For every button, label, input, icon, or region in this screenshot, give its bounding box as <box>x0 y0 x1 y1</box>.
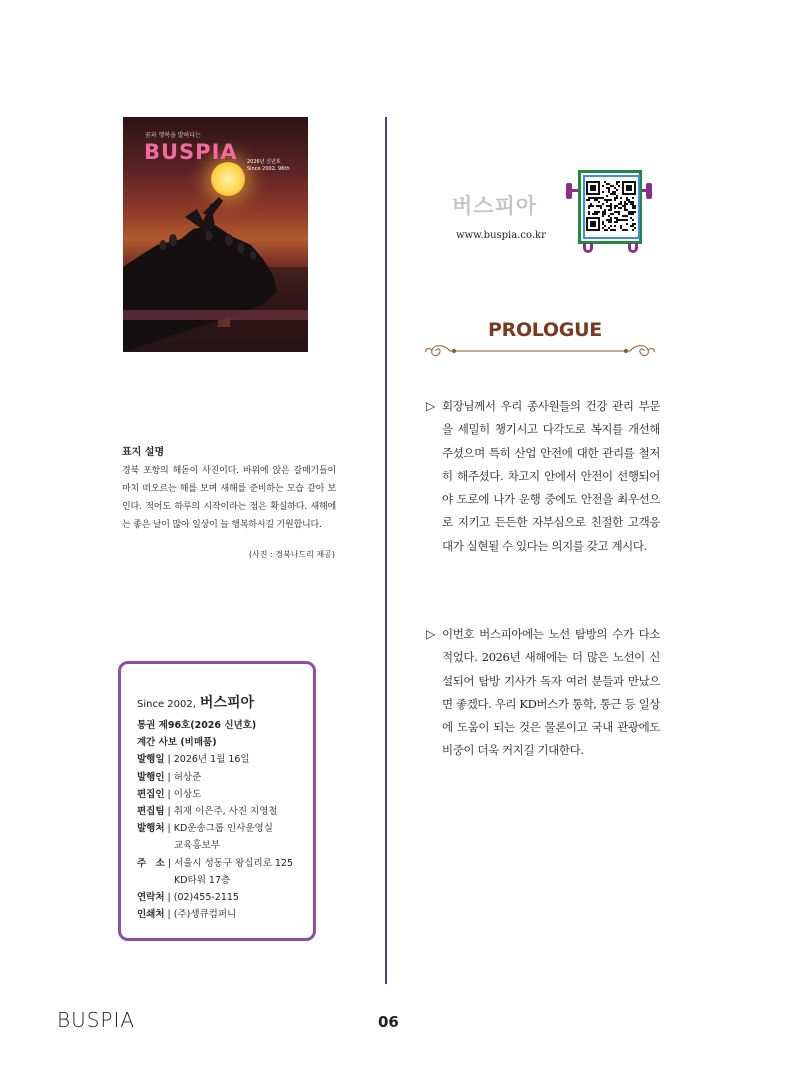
ornament-divider <box>424 338 656 362</box>
prologue-paragraph-2 <box>428 623 660 763</box>
masthead-line-value: 허상준 <box>173 771 202 783</box>
prologue-heading: PROLOGUE <box>488 319 602 341</box>
qr-code-icon[interactable] <box>586 181 636 231</box>
masthead-line <box>137 803 278 817</box>
masthead-line <box>137 717 256 731</box>
masthead-line-value: KD운송그룹 인사운영실 <box>173 823 273 835</box>
bus-wheel-left <box>583 243 593 253</box>
masthead-line-key: 인쇄처 <box>137 909 165 921</box>
prologue-paragraph-1 <box>428 395 660 558</box>
masthead-line <box>137 889 239 903</box>
masthead-line-key: 편집인 <box>137 788 165 800</box>
masthead-separator: | <box>167 909 171 921</box>
cover-image <box>123 117 308 352</box>
masthead-line-key: 편집팀 <box>137 806 165 817</box>
masthead-separator: | <box>167 771 171 783</box>
qr-title: 버스피아 <box>452 194 538 218</box>
masthead-separator: | <box>167 788 171 800</box>
masthead-separator: | <box>167 857 172 869</box>
masthead-line-value: 교육홍보부 <box>174 840 220 852</box>
masthead-line <box>137 734 217 748</box>
caption-credit: (사진 : 경북나드리 제공) <box>248 550 335 559</box>
masthead-line-value: (02)455-2115 <box>173 892 239 903</box>
bus-wheel-right <box>628 243 638 253</box>
masthead-line-value: (주)생큐컴퍼니 <box>173 909 237 921</box>
masthead-line-key: 발행일 <box>137 754 165 766</box>
masthead-line <box>137 820 273 834</box>
triangle-bullet-icon: ▷ <box>426 627 435 641</box>
masthead-line-value: 이상도 <box>173 788 202 800</box>
caption-title: 표지 설명 <box>122 447 165 458</box>
masthead-line-key: 계간 사보 (비매품) <box>137 737 217 749</box>
masthead-separator: | <box>167 754 171 766</box>
masthead-line-key: 연락처 <box>137 892 165 903</box>
prologue-paragraph-1-text: 회장님께서 우리 종사원들의 건강 관리 부문을 세밀히 챙기시고 다각도로 복지를 개선해 주셨으며 특히 산업 안전에 대한 관리를 철저히 해주셨다. 차고지 안에서 안전이 선행되어야 도로에 나가 운행 중에도 안전을 최우선으로 지키고 든든한 자부심으로 친절한 고객응대가 실현될 수 있다는 의지를 갖고 계시다. <box>442 399 660 553</box>
masthead-separator: | <box>167 823 171 835</box>
column-divider <box>385 117 387 984</box>
masthead-line <box>137 872 230 886</box>
masthead-line-key: 발행인 <box>137 771 165 783</box>
masthead-line-value: 취재 이은주, 사진 지영철 <box>173 806 278 817</box>
masthead-line <box>137 751 250 765</box>
footer-logo: BUSPIA <box>57 1008 136 1032</box>
masthead-line-value: KD타워 17층 <box>174 874 231 886</box>
masthead-line <box>137 906 236 920</box>
cover-issue-line1: 2026년 신년호 <box>247 159 281 165</box>
masthead-separator: | <box>167 806 171 817</box>
triangle-bullet-icon: ▷ <box>426 399 435 413</box>
masthead-line <box>137 769 201 783</box>
cover-strip <box>123 310 308 320</box>
masthead-line-value: 서울시 성동구 왕십리로 125 <box>174 857 294 869</box>
masthead-line <box>137 855 293 869</box>
prologue-paragraph-2-text: 이번호 버스피아에는 노선 탐방의 수가 다소 적었다. 2026년 새해에는 더 많은 노선이 신설되어 탐방 기사가 독자 여러 분들과 만났으면 좋겠다. 우리 KD버스가 통학, 통근 등 일상에 도움이 되는 것은 물론이고 국내 관광에도 비중이 더욱 커지길 기대한다. <box>442 627 660 758</box>
masthead-since: Since 2002, <box>137 699 196 710</box>
cover-logo: BUSPIA <box>144 140 238 164</box>
masthead-line <box>137 786 201 800</box>
masthead-line-key: 발행처 <box>137 823 165 835</box>
masthead-line-key: 주 소 <box>137 857 165 869</box>
page-number: 06 <box>378 1013 399 1031</box>
website-url[interactable]: www.buspia.co.kr <box>456 230 546 241</box>
cover-issue-line2: Since 2002. 96th <box>247 166 290 172</box>
cover-tagline: 꿈과 행복을 발하다는 <box>145 132 201 139</box>
masthead-line <box>137 837 220 851</box>
masthead-line-value: 2026년 1월 16일 <box>173 754 250 766</box>
masthead-name: 버스피아 <box>199 695 255 711</box>
masthead-separator: | <box>167 892 171 903</box>
masthead-heading <box>137 692 254 712</box>
caption-body: 경북 포항의 해돋이 사진이다. 바위에 앉은 갈매기들이 마치 떠오르는 해를 보며 새해를 준비하는 모습 같아 보인다. 적어도 하루의 시작이라는 점은 확실하다. 새해에는 좋은 날이 많아 일상이 늘 행복하시길 기원합니다. <box>122 466 336 530</box>
masthead-line-key: 통권 제96호(2026 신년호) <box>137 720 257 731</box>
